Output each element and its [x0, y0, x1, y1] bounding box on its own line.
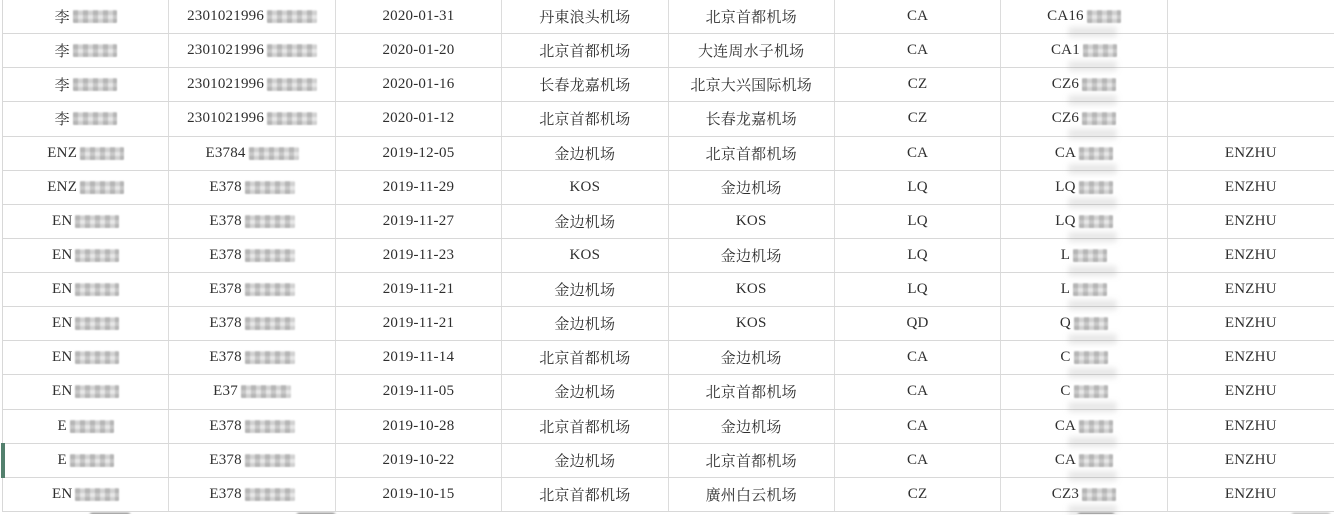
cell-passenger-name[interactable] [3, 444, 169, 477]
redacted-flight-block [1082, 488, 1116, 501]
cell-flight-number[interactable] [1001, 341, 1167, 374]
cell-passenger-name-pinyin[interactable]: ENZHU [1224, 349, 1277, 366]
cell-airline-code[interactable]: LQ [835, 273, 1001, 306]
id-visible-prefix: E378 [209, 349, 242, 366]
redacted-flight-block [1079, 420, 1113, 433]
cell-arrival-airport[interactable]: 金边机场 [669, 171, 835, 204]
cell-passenger-name-pinyin[interactable]: ENZHU [1224, 315, 1277, 332]
cell-airline-code[interactable]: CA [835, 34, 1001, 67]
redacted-name-block [75, 488, 119, 501]
cell-departure-airport[interactable]: 北京首都机场 [502, 102, 668, 135]
redacted-flight-block [1074, 351, 1108, 364]
cell-airline-code[interactable]: CZ [835, 478, 1001, 511]
redacted-flight-block [1079, 181, 1113, 194]
id-visible-prefix: E378 [209, 246, 242, 263]
redacted-id-block [245, 351, 295, 364]
flight-visible-prefix: LQ [1055, 178, 1076, 195]
cell-passenger-name-pinyin[interactable]: ENZHU [1224, 485, 1277, 502]
cell-departure-airport[interactable]: 金边机场 [502, 375, 668, 408]
cell-passenger-name[interactable] [3, 375, 169, 408]
cell-flight-number[interactable] [1001, 273, 1167, 306]
table-row [3, 137, 1334, 171]
flight-visible-prefix: CZ3 [1051, 485, 1080, 502]
cell-passenger-name[interactable] [3, 273, 169, 306]
name-visible-prefix: EN [51, 349, 73, 366]
cell-flight-number[interactable] [1001, 444, 1167, 477]
cell-passenger-name-pinyin[interactable]: ENZHU [1224, 417, 1277, 434]
name-visible-prefix: E [57, 451, 67, 468]
name-visible-prefix: E [57, 417, 67, 434]
table-row [3, 205, 1334, 239]
id-visible-prefix: E378 [209, 281, 242, 298]
redacted-id-block [267, 44, 317, 57]
cell-airline-code[interactable]: CA [835, 375, 1001, 408]
cell-flight-number[interactable] [1001, 205, 1167, 238]
cell-departure-airport[interactable]: 北京首都机场 [502, 478, 668, 511]
name-visible-prefix: ENZ [47, 144, 78, 161]
cell-passenger-name[interactable] [3, 137, 169, 170]
id-visible-prefix: 2301021996 [187, 8, 265, 25]
flight-visible-prefix: LQ [1055, 212, 1076, 229]
flight-records-table [2, 0, 1334, 512]
table-row [3, 410, 1334, 444]
table-row [3, 34, 1334, 68]
cell-flight-number[interactable] [1001, 239, 1167, 272]
redacted-flight-block [1074, 385, 1108, 398]
flight-visible-prefix: CA [1054, 144, 1077, 161]
redacted-id-block [245, 488, 295, 501]
id-visible-prefix: 2301021996 [187, 76, 265, 93]
cell-flight-date[interactable]: 2019-10-28 [336, 410, 502, 443]
cell-id-number[interactable] [169, 205, 335, 238]
table-row [3, 102, 1334, 136]
cell-departure-airport[interactable]: 金边机场 [502, 273, 668, 306]
table-row [3, 444, 1334, 478]
cell-airline-code[interactable]: LQ [835, 205, 1001, 238]
cell-id-number[interactable] [169, 444, 335, 477]
redacted-flight-block [1073, 249, 1107, 262]
table-row [3, 307, 1334, 341]
table-row [3, 0, 1334, 34]
cell-flight-number[interactable] [1001, 307, 1167, 340]
cell-passenger-name[interactable] [3, 239, 169, 272]
redacted-name-block [75, 249, 119, 262]
cell-id-number[interactable] [169, 34, 335, 67]
cell-id-number[interactable] [169, 0, 335, 33]
cell-passenger-name[interactable] [3, 68, 169, 101]
cell-airline-code[interactable]: LQ [835, 239, 1001, 272]
redacted-name-block [75, 351, 119, 364]
redacted-flight-block [1073, 283, 1107, 296]
cell-passenger-name[interactable] [3, 341, 169, 374]
id-visible-prefix: E378 [209, 417, 242, 434]
cell-id-number[interactable] [169, 137, 335, 170]
name-visible-prefix: EN [51, 246, 73, 263]
redacted-flight-block [1083, 44, 1117, 57]
flight-visible-prefix: CA1 [1050, 42, 1080, 59]
cell-id-number[interactable] [169, 273, 335, 306]
flight-visible-prefix: CA16 [1047, 8, 1084, 25]
cell-passenger-name-pinyin[interactable] [1168, 68, 1334, 101]
id-visible-prefix: E378 [209, 212, 242, 229]
cell-flight-date[interactable]: 2019-11-29 [336, 171, 502, 204]
cell-flight-number[interactable] [1001, 478, 1167, 511]
redacted-flight-block [1082, 78, 1116, 91]
cell-passenger-name[interactable] [3, 478, 169, 511]
cell-flight-number[interactable] [1001, 34, 1167, 67]
table-row [3, 171, 1334, 205]
cell-flight-date[interactable]: 2019-11-21 [336, 273, 502, 306]
cell-airline-code[interactable]: CA [835, 341, 1001, 374]
cell-departure-airport[interactable]: 丹東浪头机场 [502, 0, 668, 33]
cell-id-number[interactable] [169, 410, 335, 443]
cell-flight-number[interactable] [1001, 0, 1167, 33]
cell-arrival-airport[interactable]: KOS [669, 273, 835, 306]
cell-passenger-name-pinyin[interactable]: ENZHU [1224, 246, 1277, 263]
id-visible-prefix: E378 [209, 178, 242, 195]
redacted-name-block [75, 215, 119, 228]
cell-flight-number[interactable] [1001, 375, 1167, 408]
cell-flight-date[interactable]: 2019-11-21 [336, 307, 502, 340]
redacted-name-block [73, 78, 117, 91]
cell-flight-number[interactable] [1001, 410, 1167, 443]
cell-id-number[interactable] [169, 68, 335, 101]
name-visible-prefix: EN [51, 485, 73, 502]
cell-passenger-name[interactable] [3, 307, 169, 340]
table-row [3, 273, 1334, 307]
cell-departure-airport[interactable]: KOS [502, 171, 668, 204]
id-visible-prefix: E378 [209, 485, 242, 502]
name-visible-prefix: 李 [54, 44, 70, 61]
cell-departure-airport[interactable]: KOS [502, 239, 668, 272]
cell-passenger-name-pinyin[interactable]: ENZHU [1224, 383, 1277, 400]
cell-flight-date[interactable]: 2020-01-16 [336, 68, 502, 101]
redacted-name-block [70, 454, 114, 467]
cell-flight-date[interactable]: 2019-11-27 [336, 205, 502, 238]
flight-visible-prefix: CA [1054, 417, 1077, 434]
redacted-name-block [80, 147, 124, 160]
cell-passenger-name-pinyin[interactable] [1168, 34, 1334, 67]
cell-arrival-airport[interactable]: 金边机场 [669, 410, 835, 443]
redacted-flight-block [1079, 454, 1113, 467]
cell-flight-date[interactable]: 2019-10-22 [336, 444, 502, 477]
name-visible-prefix: 李 [54, 10, 70, 27]
cell-passenger-name-pinyin[interactable]: ENZHU [1224, 451, 1277, 468]
redacted-flight-block [1079, 215, 1113, 228]
table-row [3, 375, 1334, 409]
cell-passenger-name[interactable] [3, 102, 169, 135]
cell-arrival-airport[interactable]: KOS [669, 205, 835, 238]
cell-passenger-name[interactable] [3, 0, 169, 33]
cell-arrival-airport[interactable]: 北京首都机场 [669, 375, 835, 408]
cell-departure-airport[interactable]: 北京首都机场 [502, 410, 668, 443]
cell-id-number[interactable] [169, 171, 335, 204]
redacted-flight-block [1079, 147, 1113, 160]
cell-flight-date[interactable]: 2019-11-23 [336, 239, 502, 272]
cell-airline-code[interactable]: LQ [835, 171, 1001, 204]
id-visible-prefix: 2301021996 [187, 110, 265, 127]
redacted-id-block [245, 317, 295, 330]
flight-visible-prefix: Q [1059, 315, 1071, 332]
cell-airline-code[interactable]: CZ [835, 102, 1001, 135]
redacted-id-block [245, 454, 295, 467]
redacted-id-block [245, 215, 295, 228]
redacted-id-block [267, 78, 317, 91]
cell-passenger-name-pinyin[interactable] [1168, 102, 1334, 135]
redacted-id-block [267, 112, 317, 125]
name-visible-prefix: ENZ [47, 178, 78, 195]
cell-arrival-airport[interactable]: 北京首都机场 [669, 0, 835, 33]
id-visible-prefix: 2301021996 [187, 42, 265, 59]
table-row [3, 341, 1334, 375]
id-visible-prefix: E3784 [205, 144, 246, 161]
cell-arrival-airport[interactable]: KOS [669, 307, 835, 340]
name-visible-prefix: 李 [54, 112, 70, 129]
name-visible-prefix: EN [51, 212, 73, 229]
cell-arrival-airport[interactable]: 金边机场 [669, 239, 835, 272]
redacted-id-block [267, 10, 317, 23]
name-visible-prefix: 李 [54, 78, 70, 95]
table-row [3, 478, 1334, 512]
redacted-flight-block [1087, 10, 1121, 23]
cell-departure-airport[interactable]: 金边机场 [502, 307, 668, 340]
id-visible-prefix: E37 [213, 383, 238, 400]
cell-passenger-name-pinyin[interactable]: ENZHU [1224, 144, 1277, 161]
cell-flight-number[interactable] [1001, 171, 1167, 204]
cell-passenger-name[interactable] [3, 171, 169, 204]
cell-departure-airport[interactable]: 金边机场 [502, 137, 668, 170]
cell-id-number[interactable] [169, 102, 335, 135]
redacted-name-block [75, 385, 119, 398]
table-row [3, 239, 1334, 273]
cell-passenger-name-pinyin[interactable]: ENZHU [1224, 281, 1277, 298]
cell-departure-airport[interactable]: 长春龙嘉机场 [502, 68, 668, 101]
cell-id-number[interactable] [169, 375, 335, 408]
cell-flight-date[interactable]: 2019-11-05 [336, 375, 502, 408]
cell-passenger-name[interactable] [3, 410, 169, 443]
id-visible-prefix: E378 [209, 315, 242, 332]
redacted-name-block [73, 44, 117, 57]
cell-arrival-airport[interactable]: 长春龙嘉机场 [669, 102, 835, 135]
cell-departure-airport[interactable]: 北京首都机场 [502, 341, 668, 374]
cell-flight-date[interactable]: 2020-01-20 [336, 34, 502, 67]
cell-passenger-name[interactable] [3, 34, 169, 67]
cell-airline-code[interactable]: CA [835, 0, 1001, 33]
redacted-name-block [73, 112, 117, 125]
redacted-id-block [241, 385, 291, 398]
id-visible-prefix: E378 [209, 451, 242, 468]
cell-id-number[interactable] [169, 478, 335, 511]
cell-flight-date[interactable]: 2019-11-14 [336, 341, 502, 374]
redacted-name-block [73, 10, 117, 23]
redacted-name-block [75, 317, 119, 330]
redacted-id-block [245, 181, 295, 194]
cell-flight-date[interactable]: 2020-01-12 [336, 102, 502, 135]
cell-airline-code[interactable]: CA [835, 137, 1001, 170]
cell-flight-number[interactable] [1001, 102, 1167, 135]
cell-departure-airport[interactable]: 金边机场 [502, 444, 668, 477]
cell-arrival-airport[interactable]: 北京大兴国际机场 [669, 68, 835, 101]
table-row [3, 68, 1334, 102]
flight-visible-prefix: CZ6 [1051, 76, 1080, 93]
cell-arrival-airport[interactable]: 金边机场 [669, 341, 835, 374]
cell-passenger-name-pinyin[interactable]: ENZHU [1224, 178, 1277, 195]
cell-airline-code[interactable]: CA [835, 410, 1001, 443]
cell-id-number[interactable] [169, 341, 335, 374]
cell-arrival-airport[interactable]: 北京首都机场 [669, 444, 835, 477]
cell-departure-airport[interactable]: 金边机场 [502, 205, 668, 238]
name-visible-prefix: EN [51, 281, 73, 298]
flight-visible-prefix: L [1060, 246, 1071, 263]
name-visible-prefix: EN [51, 315, 73, 332]
name-visible-prefix: EN [51, 383, 73, 400]
flight-visible-prefix: CZ6 [1051, 110, 1080, 127]
cell-airline-code[interactable]: QD [835, 307, 1001, 340]
cell-airline-code[interactable]: CA [835, 444, 1001, 477]
redacted-id-block [245, 249, 295, 262]
cell-flight-date[interactable]: 2019-10-15 [336, 478, 502, 511]
flight-visible-prefix: C [1060, 383, 1071, 400]
cell-passenger-name-pinyin[interactable]: ENZHU [1224, 212, 1277, 229]
cell-arrival-airport[interactable]: 北京首都机场 [669, 137, 835, 170]
flight-visible-prefix: CA [1054, 451, 1077, 468]
redacted-id-block [245, 420, 295, 433]
redacted-flight-block [1074, 317, 1108, 330]
cell-flight-number[interactable] [1001, 137, 1167, 170]
cell-arrival-airport[interactable]: 大连周水子机场 [669, 34, 835, 67]
cell-flight-date[interactable]: 2019-12-05 [336, 137, 502, 170]
cell-passenger-name[interactable] [3, 205, 169, 238]
cell-passenger-name-pinyin[interactable] [1168, 0, 1334, 33]
cell-flight-date[interactable]: 2020-01-31 [336, 0, 502, 33]
cell-arrival-airport[interactable]: 廣州白云机场 [669, 478, 835, 511]
redacted-flight-block [1082, 112, 1116, 125]
redacted-id-block [249, 147, 299, 160]
flight-visible-prefix: L [1060, 281, 1071, 298]
cell-id-number[interactable] [169, 239, 335, 272]
cell-id-number[interactable] [169, 307, 335, 340]
cell-flight-number[interactable] [1001, 68, 1167, 101]
cell-airline-code[interactable]: CZ [835, 68, 1001, 101]
cell-departure-airport[interactable]: 北京首都机场 [502, 34, 668, 67]
redacted-name-block [75, 283, 119, 296]
flight-table-body [3, 0, 1334, 512]
redacted-name-block [70, 420, 114, 433]
redacted-id-block [245, 283, 295, 296]
flight-visible-prefix: C [1060, 349, 1071, 366]
redacted-name-block [80, 181, 124, 194]
